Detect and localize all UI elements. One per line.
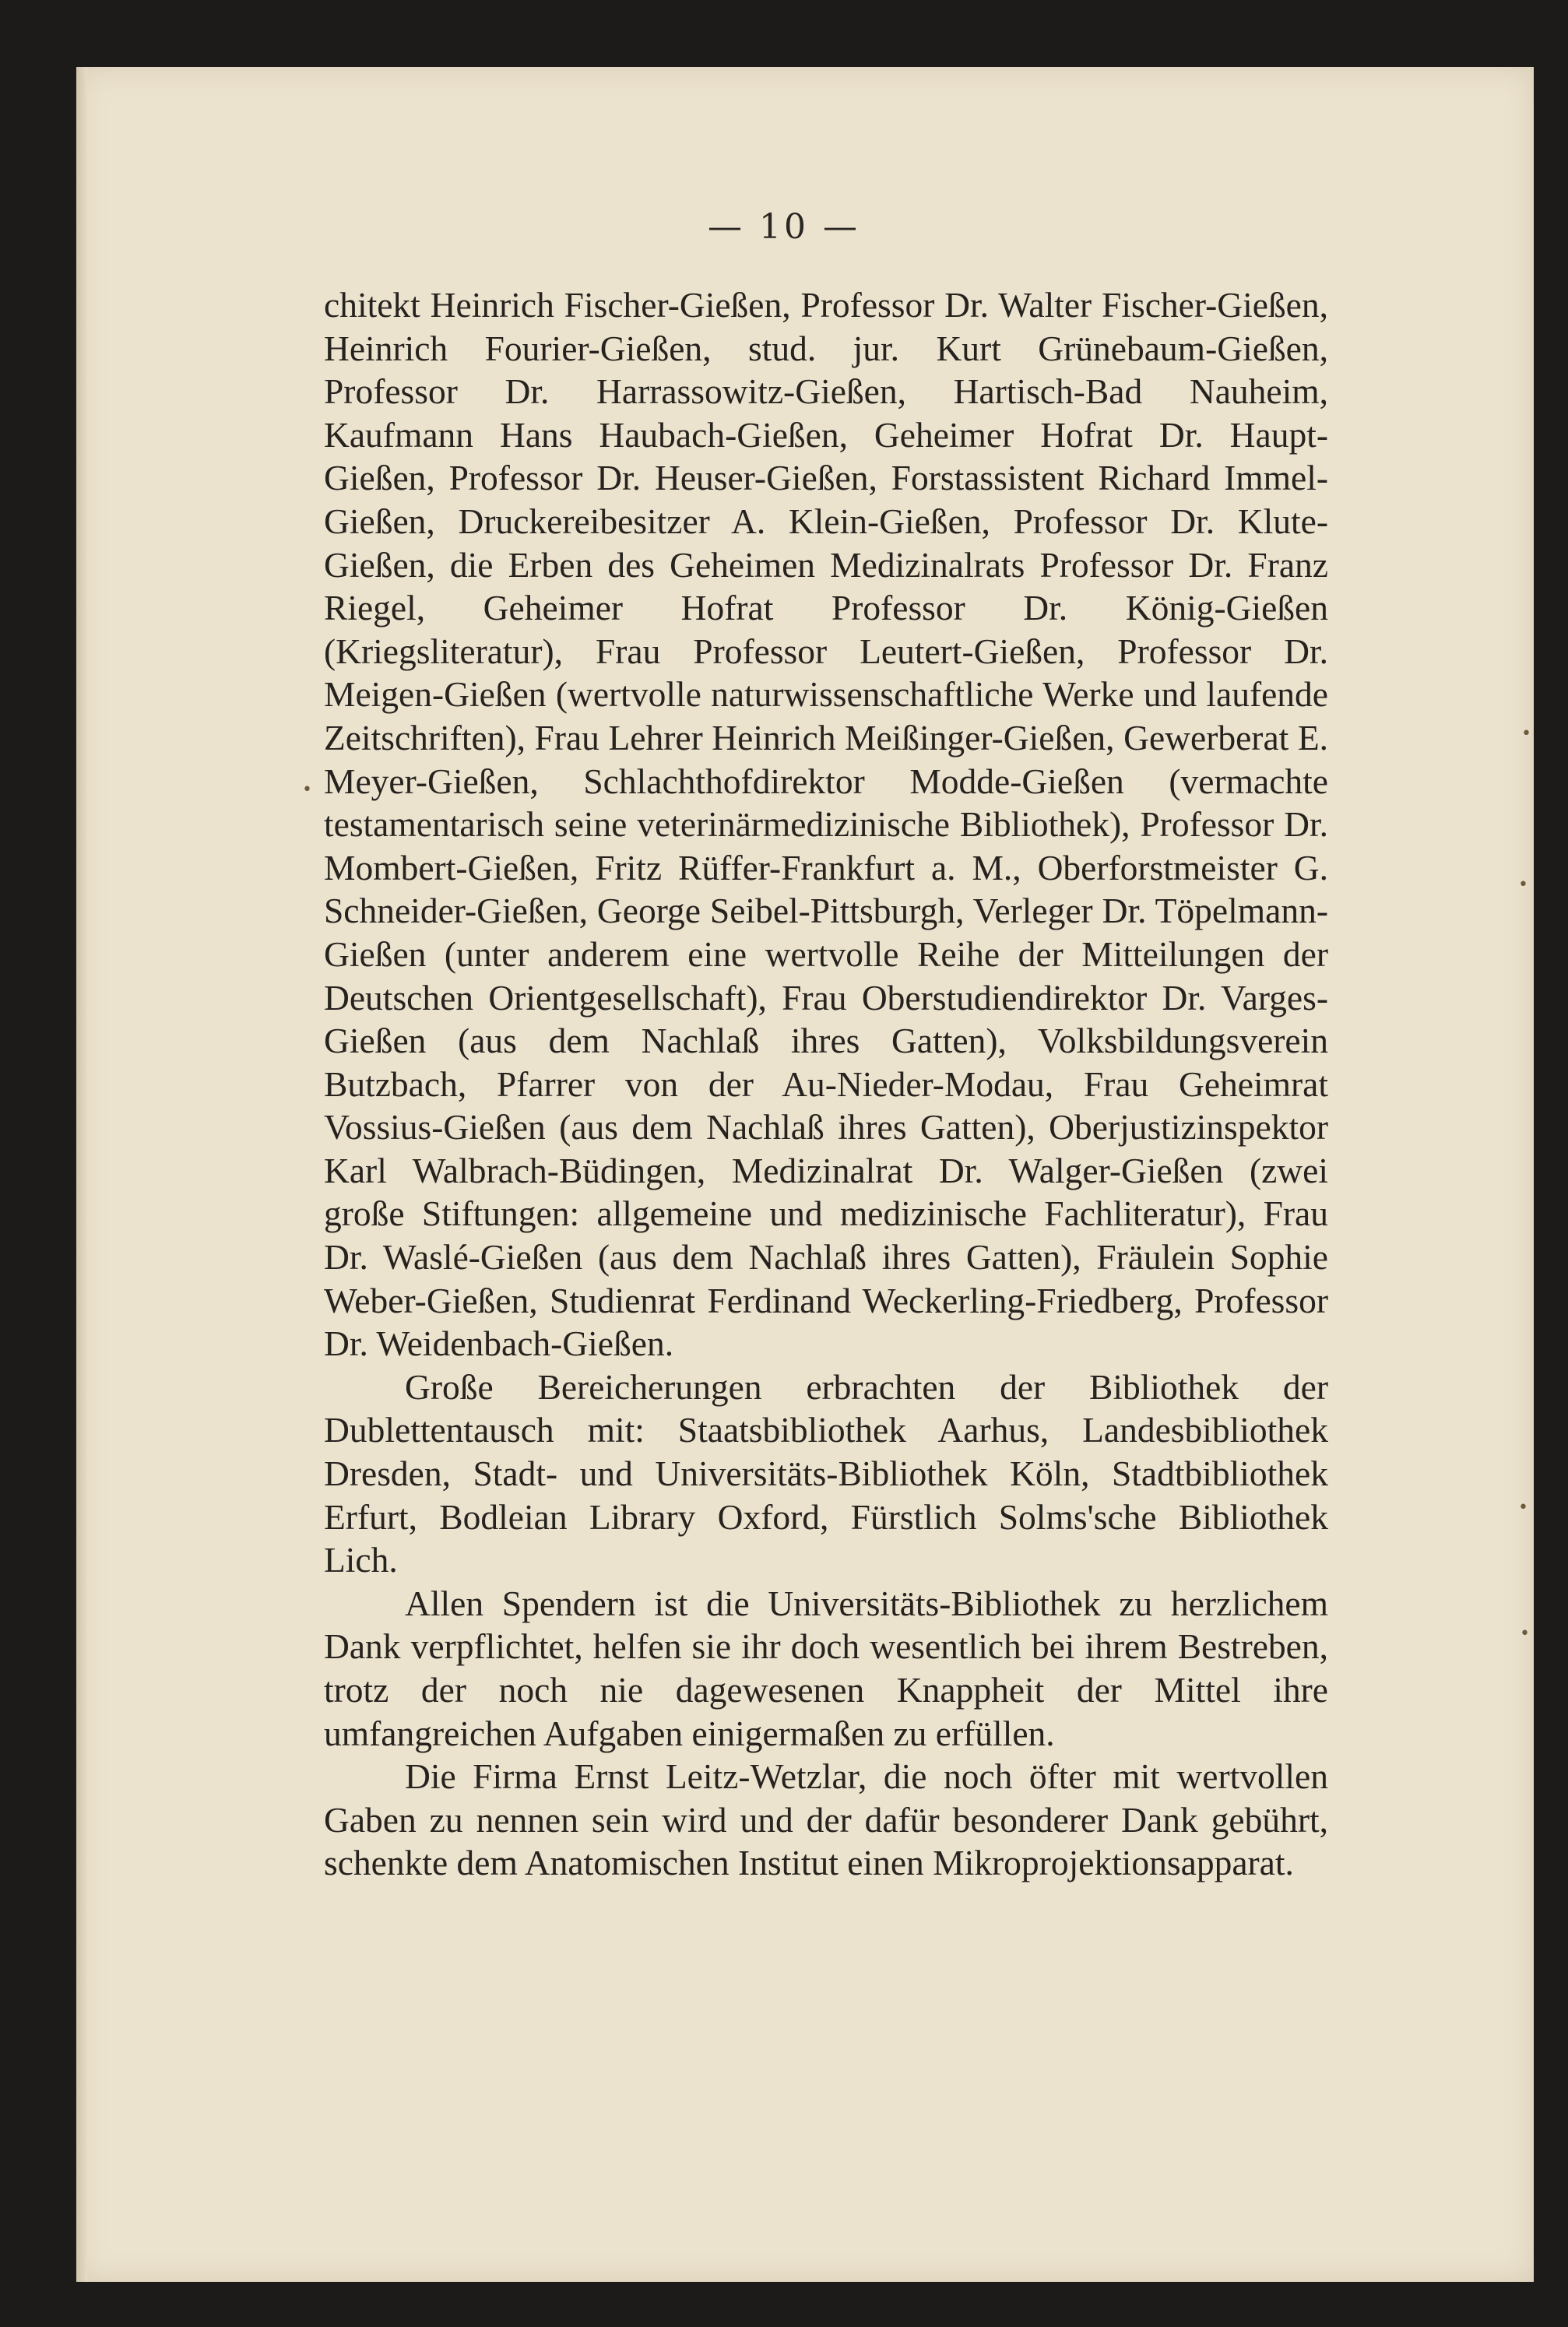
paragraph-duplicate-exchange: Große Bereicherungen erbrachten der Bibliothek der Dublettentausch mit: Staatsbibliothek Aarhus, Landesbibliothek Dresden, Stadt- und Universitäts-Bibliothek Köln, Stadtbibliothek Erfurt, Bodleian Library Oxford, Fürstlich Solms'sche Bibliothek Lich. (324, 1366, 1328, 1580)
margin-speck-mark: • (1521, 724, 1531, 743)
margin-speck-mark: • (1520, 1624, 1530, 1643)
margin-speck-mark: • (1518, 875, 1528, 895)
paragraph-donor-list: chitekt Heinrich Fischer-Gießen, Professor Dr. Walter Fischer-Gießen, Heinrich Fourier-Gießen, stud. jur. Kurt Grünebaum-Gießen, Professor Dr. Harrassowitz-Gießen, Hartisch-Bad Nauheim, Kaufmann Hans Haubach-Gießen, Geheimer Hofrat Dr. Haupt-Gießen, Professor Dr. Heuser-Gießen, Forstassistent Richard Immel-Gießen, Druckereibesitzer A. Klein-Gießen, Professor Dr. Klute-Gießen, die Erben des Geheimen Medizinalrats Professor Dr. Franz Riegel, Geheimer Hofrat Professor Dr. König-Gießen (Kriegsliteratur), Frau Professor Leutert-Gießen, Professor Dr. Meigen-Gießen (wertvolle naturwissenschaftliche Werke und laufende Zeitschriften), Frau Lehrer Heinrich Meißinger-Gießen, Gewerberat E. Meyer-Gießen, Schlachthofdirektor Modde-Gießen (vermachte testamentarisch seine veterinärmedizinische Bibliothek), Professor Dr. Mombert-Gießen, Fritz Rüffer-Frankfurt a. M., Oberforstmeister G. Schneider-Gießen, George Seibel-Pittsburgh, Verleger Dr. Töpelmann-Gießen (unter anderem eine wertvolle Reihe der Mitteilungen der Deutschen Orientgesellschaft), Frau Oberstudiendirektor Dr. Varges-Gießen (aus dem Nachlaß ihres Gatten), Volksbildungsverein Butzbach, Pfarrer von der Au-Nieder-Modau, Frau Geheimrat Vossius-Gießen (aus dem Nachlaß ihres Gatten), Oberjustizinspektor Karl Walbrach-Büdingen, Medizinalrat Dr. Walger-Gießen (zwei große Stiftungen: allgemeine und medizinische Fachliteratur), Frau Dr. Waslé-Gießen (aus dem Nachlaß ihres Gatten), Fräulein Sophie Weber-Gießen, Studienrat Ferdinand Weckerling-Friedberg, Professor Dr. Weidenbach-Gießen. (324, 285, 1328, 1364)
page-number: — 10 — (708, 207, 860, 247)
margin-speck-mark: • (1518, 1498, 1528, 1517)
paper-left-edge (76, 67, 87, 2282)
paragraph-leitz-gift: Die Firma Ernst Leitz-Wetzlar, die noch öfter mit wertvollen Gaben zu nennen sein wird und der dafür besonderer Dank gebührt, schenkte dem Anatomischen Institut einen Mikroprojektionsapparat. (324, 1756, 1328, 1883)
paragraph-thanks: Allen Spendern ist die Universitäts-Bibliothek zu herzlichem Dank verpflichtet, helfen sie ihr doch wesentlich bei ihrem Bestreben, trotz der noch nie dagewesenen Knappheit der Mittel ihre umfangreichen Aufgaben einigermaßen zu erfüllen. (324, 1583, 1328, 1753)
margin-speck-mark: • (302, 780, 312, 800)
body-text (324, 283, 1328, 1885)
